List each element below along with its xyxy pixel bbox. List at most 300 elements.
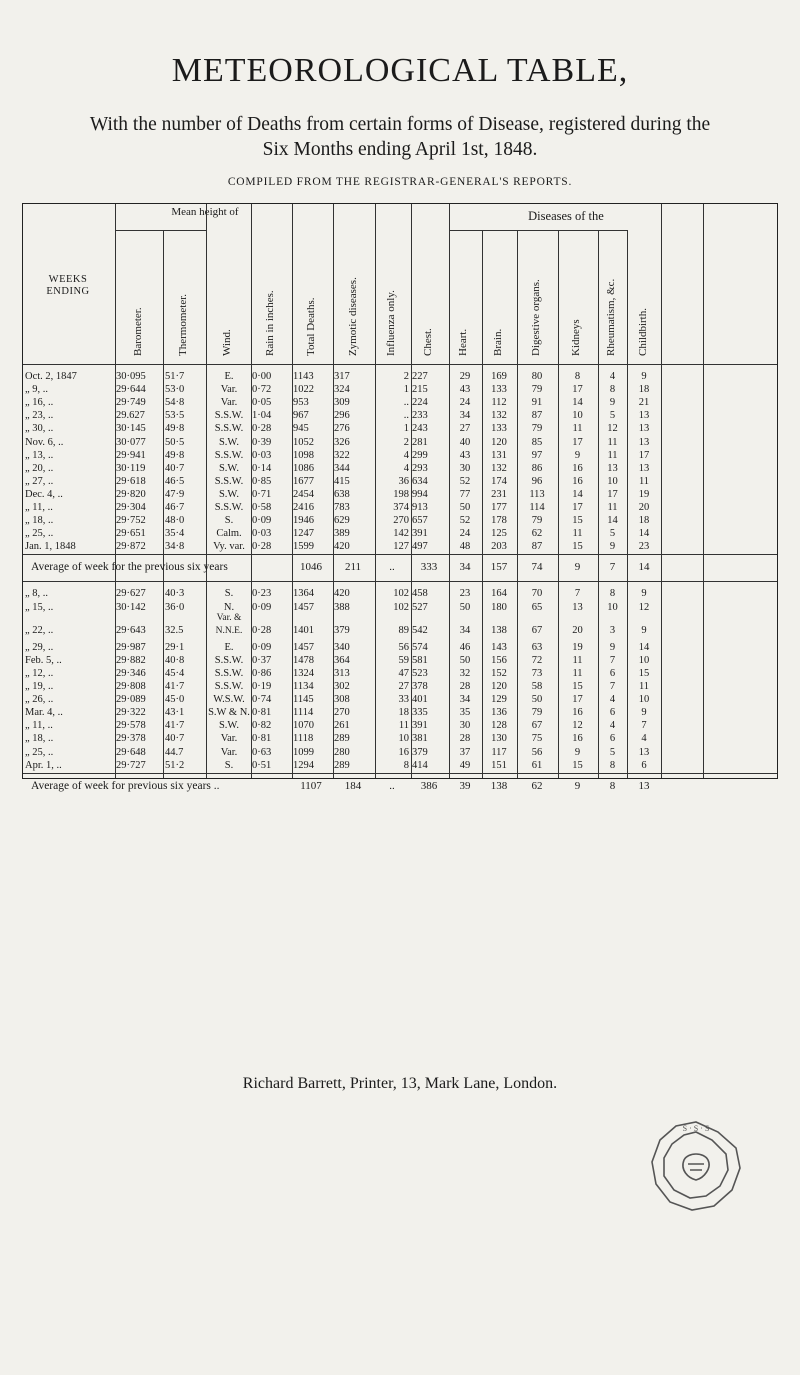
table-cell: 10 [638, 694, 650, 706]
table-cell: 44.7 [165, 746, 184, 758]
table-cell: 215 [412, 384, 428, 396]
table-cell: 14 [638, 641, 650, 653]
table-cell: 164 [491, 588, 507, 600]
table-cell: Nov. 6, .. [25, 436, 64, 448]
average-cell: 14 [638, 561, 650, 574]
table-cell: 37 [459, 746, 471, 758]
table-cell: Feb. 5, .. [25, 654, 62, 666]
table-cell: 20 [638, 502, 650, 513]
table-cell: 46·7 [165, 502, 185, 513]
table-cell: 53·0 [165, 384, 185, 396]
table-cell: 381 [412, 733, 428, 745]
table-cell: Var. [220, 733, 238, 745]
table-cell: 29·987 [116, 641, 146, 653]
table-cell: 29·089 [116, 694, 146, 706]
table-cell: 1143 [293, 371, 314, 382]
table-cell: 30·142 [116, 601, 146, 613]
table-cell: 46 [459, 641, 471, 653]
table-cell: 40 [459, 436, 471, 448]
table-cell: 30·119 [116, 462, 146, 474]
table-cell: S. [224, 515, 234, 527]
table-cell: 156 [491, 654, 507, 666]
table-cell: 131 [491, 449, 507, 461]
average-cell: 39 [459, 779, 471, 792]
table-cell: Var. & N.N.E. [215, 612, 243, 636]
table-cell: 30·145 [116, 423, 146, 435]
table-cell: 19 [638, 488, 650, 500]
table-cell: 86 [531, 462, 543, 474]
table-cell: 51·7 [165, 371, 185, 382]
table-cell: 16 [572, 707, 583, 719]
table-cell: 2454 [293, 488, 314, 500]
table-cell: 9 [641, 588, 647, 600]
average-cell: 8 [609, 779, 616, 792]
table-cell: 783 [334, 502, 350, 513]
table-cell: 23 [638, 541, 650, 553]
table-cell: 50 [459, 502, 471, 513]
table-cell: .. [403, 397, 409, 409]
average-cell: 74 [531, 561, 543, 574]
table-cell: 7 [641, 720, 647, 732]
table-cell: 4 [609, 720, 616, 732]
table-cell: 344 [334, 462, 350, 474]
table-cell: „ 13, .. [25, 449, 54, 461]
table-cell: „ 8, .. [25, 588, 49, 600]
compiled-note: COMPILED FROM THE REGISTRAR-GENERAL'S REPORTS. [227, 176, 573, 188]
table-cell: 657 [412, 515, 428, 527]
table-cell: S.W. [218, 462, 240, 474]
table-cell: 70 [531, 588, 543, 600]
table-cell: 10 [638, 654, 650, 666]
table-cell: 128 [491, 720, 507, 732]
table-cell: 1118 [293, 733, 314, 745]
table-cell: 52 [459, 475, 471, 487]
header-chest: Chest. [422, 328, 434, 356]
table-cell: 527 [412, 601, 428, 613]
table-cell: 43 [459, 449, 471, 461]
table-cell: E. [224, 371, 234, 382]
table-cell: 9 [609, 541, 616, 553]
table-cell: Oct. 2, 1847 [25, 371, 77, 382]
table-cell: 280 [334, 746, 350, 758]
table-cell: 8 [403, 759, 409, 771]
table-cell: Calm. [216, 528, 242, 540]
table-cell: 47 [398, 667, 409, 679]
table-cell: 8 [609, 384, 616, 396]
average-cell: 13 [638, 779, 650, 792]
table-cell: 0·09 [252, 601, 272, 613]
table-cell: 9 [641, 624, 647, 636]
table-cell: 1070 [293, 720, 314, 732]
table-cell: Apr. 1, .. [25, 759, 62, 771]
table-cell: 574 [412, 641, 428, 653]
table-cell: 0·05 [252, 397, 272, 409]
header-rule [449, 230, 627, 231]
table-cell: 0·09 [252, 641, 272, 653]
table-cell: 29·648 [116, 746, 146, 758]
table-cell: 401 [412, 694, 428, 706]
table-cell: 34·8 [165, 541, 185, 553]
table-cell: 133 [491, 423, 507, 435]
table-cell: 5 [609, 746, 616, 758]
average-label: Average of week for the previous six years [31, 561, 228, 574]
table-cell: 2 [403, 371, 409, 382]
table-cell: 96 [531, 475, 543, 487]
average-cell: 333 [420, 561, 438, 574]
table-cell: 414 [412, 759, 428, 771]
table-cell: 18 [398, 707, 409, 719]
table-cell: 30 [459, 462, 471, 474]
printer-imprint: Richard Barrett, Printer, 13, Mark Lane, London. [242, 1075, 558, 1092]
table-cell: 0·74 [252, 694, 272, 706]
average-rule [23, 773, 777, 774]
table-cell: 994 [412, 488, 428, 500]
table-cell: 29·882 [116, 654, 146, 666]
table-cell: 15 [572, 541, 583, 553]
table-cell: 41·7 [165, 720, 185, 732]
table-cell: 35 [459, 707, 471, 719]
table-cell: 91 [531, 397, 543, 409]
table-cell: 0·28 [252, 541, 272, 553]
table-cell: „ 25, .. [25, 528, 54, 540]
column-rule [163, 230, 164, 778]
library-stamp-icon [648, 1118, 744, 1214]
table-cell: 23 [459, 588, 471, 600]
table-cell: 152 [491, 667, 507, 679]
table-cell: 18 [638, 384, 650, 396]
table-cell: 79 [531, 515, 543, 527]
table-cell: 581 [412, 654, 428, 666]
table-cell: 30·095 [116, 371, 146, 382]
table-cell: „ 23, .. [25, 410, 54, 422]
table-cell: 8 [609, 759, 616, 771]
table-cell: S.W. [218, 720, 240, 732]
header-influenza: Influenza only. [385, 290, 397, 356]
table-cell: S.S.W. [214, 681, 244, 692]
table-cell: 1247 [293, 528, 314, 540]
table-cell: 79 [531, 707, 543, 719]
table-cell: 32.5 [165, 624, 184, 636]
svg-text:S · S · S: S · S · S [682, 1124, 710, 1133]
header-mean-height: Mean height of [171, 206, 239, 218]
table-cell: 11 [607, 502, 618, 513]
header-wind: Wind. [221, 329, 233, 356]
table-cell: 29·627 [116, 588, 146, 600]
table-cell: 45·4 [165, 667, 185, 679]
table-cell: 29·643 [116, 624, 146, 636]
table-cell: 130 [491, 733, 507, 745]
table-cell: 17 [572, 502, 583, 513]
table-cell: 169 [491, 371, 507, 382]
table-cell: 1599 [293, 541, 314, 553]
table-cell: .. [403, 410, 409, 422]
table-cell: 1401 [293, 624, 314, 636]
table-cell: 15 [572, 759, 583, 771]
table-cell: N. [223, 601, 235, 613]
table-cell: 638 [334, 488, 350, 500]
table-cell: 0·39 [252, 436, 272, 448]
table-cell: 243 [412, 423, 428, 435]
table-cell: 953 [293, 397, 309, 409]
table-cell: Dec. 4, .. [25, 488, 63, 500]
average-cell: 138 [490, 779, 508, 792]
table-cell: 138 [491, 624, 507, 636]
table-cell: 16 [572, 462, 583, 474]
table-cell: 9 [609, 641, 616, 653]
table-cell: 17 [607, 488, 618, 500]
table-cell: 0·85 [252, 475, 272, 487]
table-cell: 8 [574, 371, 581, 382]
table-cell: 7 [609, 681, 616, 692]
table-cell: 50 [531, 694, 543, 706]
table-cell: 87 [531, 541, 543, 553]
table-cell: 59 [398, 654, 409, 666]
table-cell: 102 [393, 588, 409, 600]
table-cell: 29·644 [116, 384, 146, 396]
table-cell: 20 [572, 624, 583, 636]
table-cell: 180 [491, 601, 507, 613]
table-cell: 326 [334, 436, 350, 448]
table-cell: 56 [531, 746, 543, 758]
table-cell: 43 [459, 384, 471, 396]
table-cell: 30·077 [116, 436, 146, 448]
table-cell: 29·651 [116, 528, 146, 540]
table-cell: 0·03 [252, 528, 272, 540]
header-bottom-rule [23, 364, 777, 365]
average-cell: 7 [609, 561, 616, 574]
table-cell: 13 [638, 436, 650, 448]
table-cell: „ 11, .. [25, 720, 53, 732]
table-cell: 117 [491, 746, 507, 758]
table-cell: 1022 [293, 384, 314, 396]
table-cell: 378 [412, 681, 428, 692]
table-cell: „ 19, .. [25, 681, 54, 692]
table-cell: 61 [531, 759, 543, 771]
table-cell: 523 [412, 667, 428, 679]
table-cell: 379 [412, 746, 428, 758]
table-cell: 340 [334, 641, 350, 653]
table-cell: 34 [459, 694, 471, 706]
table-cell: 296 [334, 410, 350, 422]
table-cell: 79 [531, 384, 543, 396]
average-cell: 9 [574, 779, 581, 792]
table-cell: 261 [334, 720, 350, 732]
column-rule [703, 204, 704, 778]
table-cell: 40·7 [165, 733, 185, 745]
table-cell: 10 [572, 410, 583, 422]
table-cell: 6 [609, 733, 616, 745]
table-cell: 497 [412, 541, 428, 553]
table-cell: 13 [638, 423, 650, 435]
table-cell: 87 [531, 410, 543, 422]
table-cell: Var. [220, 397, 238, 409]
header-digestive: Digestive organs. [530, 279, 542, 356]
table-cell: 54·8 [165, 397, 185, 409]
table-cell: 73 [531, 667, 543, 679]
table-cell: 14 [572, 488, 583, 500]
table-cell: 5 [609, 528, 616, 540]
table-cell: 270 [393, 515, 409, 527]
table-cell: 16 [572, 733, 583, 745]
table-cell: 41·7 [165, 681, 185, 692]
table-cell: 13 [638, 462, 650, 474]
table-cell: 4 [609, 371, 616, 382]
table-cell: 29·752 [116, 515, 146, 527]
table-cell: 15 [572, 681, 583, 692]
table-cell: 0·71 [252, 488, 272, 500]
table-cell: 24 [459, 397, 471, 409]
table-cell: 1324 [293, 667, 314, 679]
table-cell: 40·7 [165, 462, 185, 474]
table-cell: 1294 [293, 759, 314, 771]
table-cell: 299 [412, 449, 428, 461]
header-thermometer: Thermometer. [177, 293, 189, 356]
table-cell: 97 [531, 449, 543, 461]
table-cell: S.W & N. [208, 707, 250, 719]
table-cell: 48 [459, 541, 471, 553]
table-cell: 1457 [293, 641, 314, 653]
table-cell: 72 [531, 654, 543, 666]
table-cell: 17 [572, 694, 583, 706]
header-ending-label: ENDING [46, 286, 90, 297]
table-cell: 15 [638, 667, 650, 679]
table-cell: S.W. [218, 488, 240, 500]
table-cell: 6 [609, 707, 616, 719]
table-cell: 49 [459, 759, 471, 771]
table-cell: 46·5 [165, 475, 185, 487]
table-cell: 0·58 [252, 502, 272, 513]
table-cell: 388 [334, 601, 350, 613]
table-cell: 49·8 [165, 449, 185, 461]
table-cell: „ 9, .. [25, 384, 49, 396]
table-cell: 13 [638, 746, 650, 758]
table-cell: 2416 [293, 502, 314, 513]
header-kidneys: Kidneys [570, 319, 582, 356]
table-cell: 58 [531, 681, 543, 692]
table-cell: 43·1 [165, 707, 185, 719]
table-cell: 308 [334, 694, 350, 706]
table-cell: 62 [531, 528, 543, 540]
table-cell: 133 [491, 384, 507, 396]
table-cell: 136 [491, 707, 507, 719]
table-cell: S.S.W. [214, 410, 244, 422]
table-cell: „ 30, .. [25, 423, 54, 435]
table-cell: 0·51 [252, 759, 272, 771]
table-cell: 10 [607, 475, 618, 487]
table-cell: 6 [641, 759, 647, 771]
table-cell: 56 [398, 641, 409, 653]
table-cell: 29·304 [116, 502, 146, 513]
table-cell: 374 [393, 502, 409, 513]
table-cell: „ 11, .. [25, 502, 53, 513]
table-cell: 9 [574, 746, 581, 758]
header-weeks-label: WEEKS [48, 274, 88, 285]
table-cell: 9 [641, 707, 647, 719]
header-diseases-of-the: Diseases of the [528, 209, 604, 223]
table-cell: S.S.W. [214, 449, 244, 461]
table-cell: 391 [412, 528, 428, 540]
table-cell: 28 [459, 681, 471, 692]
table-cell: 0·19 [252, 681, 272, 692]
table-cell: 45·0 [165, 694, 185, 706]
table-cell: 13 [607, 462, 618, 474]
table-cell: 11 [572, 528, 583, 540]
table-cell: 322 [334, 449, 350, 461]
table-cell: 1098 [293, 449, 314, 461]
table-cell: 1677 [293, 475, 314, 487]
table-cell: E. [224, 641, 234, 653]
table-cell: 5 [609, 410, 616, 422]
table-cell: 29·872 [116, 541, 146, 553]
table-cell: 19 [572, 641, 583, 653]
average-cell: 386 [420, 779, 438, 792]
table-cell: 65 [531, 601, 543, 613]
table-cell: 29·808 [116, 681, 146, 692]
table-cell: 50 [459, 654, 471, 666]
table-cell: 11 [638, 475, 650, 487]
table-cell: 36 [398, 475, 409, 487]
table-cell: 29·727 [116, 759, 146, 771]
average-cell: 1107 [300, 779, 322, 792]
table-cell: „ 26, .. [25, 694, 54, 706]
table-cell: 47·9 [165, 488, 185, 500]
table-cell: 0·86 [252, 667, 272, 679]
average-cell: .. [389, 561, 395, 574]
table-cell: 29·578 [116, 720, 146, 732]
average-cell: 1046 [300, 561, 322, 574]
table-cell: 12 [607, 423, 618, 435]
table-cell: 36·0 [165, 601, 185, 613]
table-cell: 224 [412, 397, 428, 409]
table-cell: 11 [638, 681, 650, 692]
header-barometer: Barometer. [132, 307, 144, 356]
table-cell: 143 [491, 641, 507, 653]
table-cell: Mar. 4, .. [25, 707, 63, 719]
table-cell: 29·749 [116, 397, 146, 409]
table-cell: S. [224, 588, 234, 600]
table-cell: 120 [491, 681, 507, 692]
table-cell: 11 [607, 449, 618, 461]
table-cell: 0·23 [252, 588, 272, 600]
table-cell: 945 [293, 423, 309, 435]
table-cell: 415 [334, 475, 350, 487]
table-cell: 177 [491, 502, 507, 513]
table-cell: „ 12, .. [25, 667, 54, 679]
table-cell: 29·378 [116, 733, 146, 745]
table-cell: 7 [609, 654, 616, 666]
table-cell: 125 [491, 528, 507, 540]
table-cell: 50 [459, 601, 471, 613]
table-cell: 21 [638, 397, 650, 409]
table-cell: 178 [491, 515, 507, 527]
table-cell: 53·5 [165, 410, 185, 422]
table-cell: 379 [334, 624, 350, 636]
table-cell: 89 [398, 624, 409, 636]
table-cell: 293 [412, 462, 428, 474]
table-cell: 1114 [293, 707, 314, 719]
table-cell: Jan. 1, 1848 [25, 541, 76, 553]
average-rule [23, 554, 777, 555]
table-cell: W.S.W. [213, 694, 245, 706]
table-cell: 9 [641, 371, 647, 382]
table-cell: 67 [531, 624, 543, 636]
table-cell: 9 [574, 449, 581, 461]
table-cell: 15 [572, 515, 583, 527]
table-cell: 0·28 [252, 423, 272, 435]
table-cell: 34 [459, 410, 471, 422]
table-cell: 127 [393, 541, 409, 553]
table-cell: 458 [412, 588, 428, 600]
